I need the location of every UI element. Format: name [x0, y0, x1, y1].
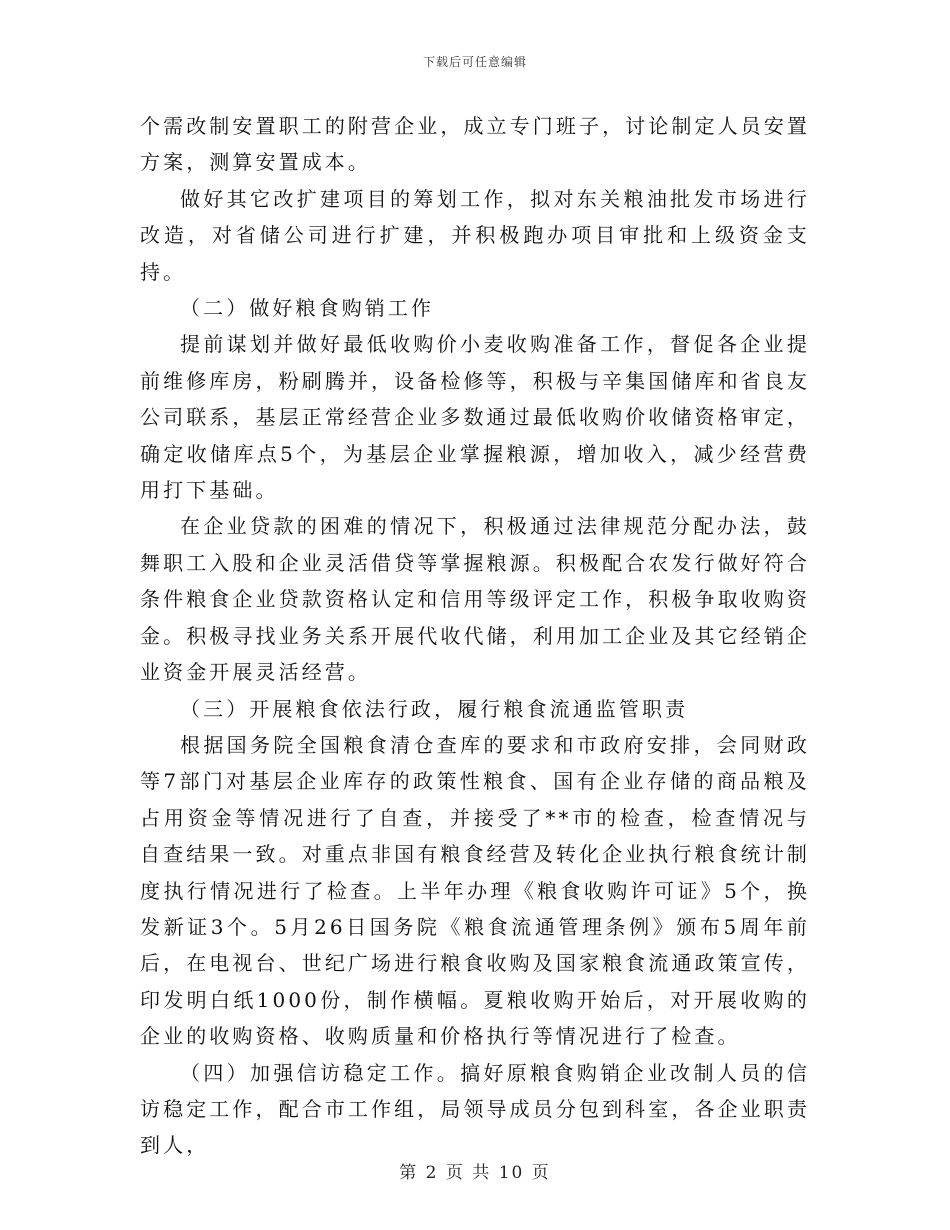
paragraph-loans: 在企业贷款的困难的情况下，积极通过法律规范分配办法，鼓舞职工入股和企业灵活借贷等掌握粮源。积极配合农发行做好符合条件粮食企业贷款资格认定和信用等级评定工作，积极争取收购资金。积极寻找业务关系开展代收代储，利用加工企业及其它经销企业资金开展灵活经营。 [140, 514, 810, 685]
section-heading-petition: （四）加强信访稳定工作。搞好原粮食购销企业改制人员的信访稳定工作，配合市工作组，局领导成员分包到科室，各企业职责到人， [140, 1060, 810, 1158]
paragraph-continuation: 个需改制安置职工的附营企业，成立专门班子，讨论制定人员安置方案，测算安置成本。 [140, 114, 810, 175]
document-body [140, 108, 810, 1164]
page-header: 下载后可任意编辑 [422, 55, 527, 69]
paragraph-inspection: 根据国务院全国粮食清仓查库的要求和市政府安排，会同财政等7部门对基层企业库存的政策性粮食、国有企业存储的商品粮及占用资金等情况进行了自查，并接受了**市的检查，检查情况与自查结果一致。对重点非国有粮食经营及转化企业执行粮食统计制度执行情况进行了检查。上半年办理《粮食收购许可证》5个，换发新证3个。5月26日国务院《粮食流通管理条例》颁布5周年前后，在电视台、世纪广场进行粮食收购及国家粮食流通政策宣传，印发明白纸1000份，制作横幅。夏粮收购开始后，对开展收购的企业的收购资格、收购质量和价格执行等情况进行了检查。 [140, 732, 810, 1049]
section-heading-regulation: （三）开展粮食依法行政，履行粮食流通监管职责 [180, 696, 689, 721]
section-heading-grain-purchase: （二）做好粮食购销工作 [180, 296, 435, 321]
paragraph-renovation-projects: 做好其它改扩建项目的筹划工作，拟对东关粮油批发市场进行改造，对省储公司进行扩建，并积极跑办项目审批和上级资金支持。 [140, 186, 810, 284]
page-footer: 第 2 页 共 10 页 [399, 1163, 551, 1183]
paragraph-wheat-purchase: 提前谋划并做好最低收购价小麦收购准备工作，督促各企业提前维修库房，粉刷腾并，设备检修等，积极与辛集国储库和省良友公司联系，基层正常经营企业多数通过最低收购价收储资格审定，确定收储库点5个，为基层企业掌握粮源，增加收入，减少经营费用打下基础。 [140, 332, 810, 503]
